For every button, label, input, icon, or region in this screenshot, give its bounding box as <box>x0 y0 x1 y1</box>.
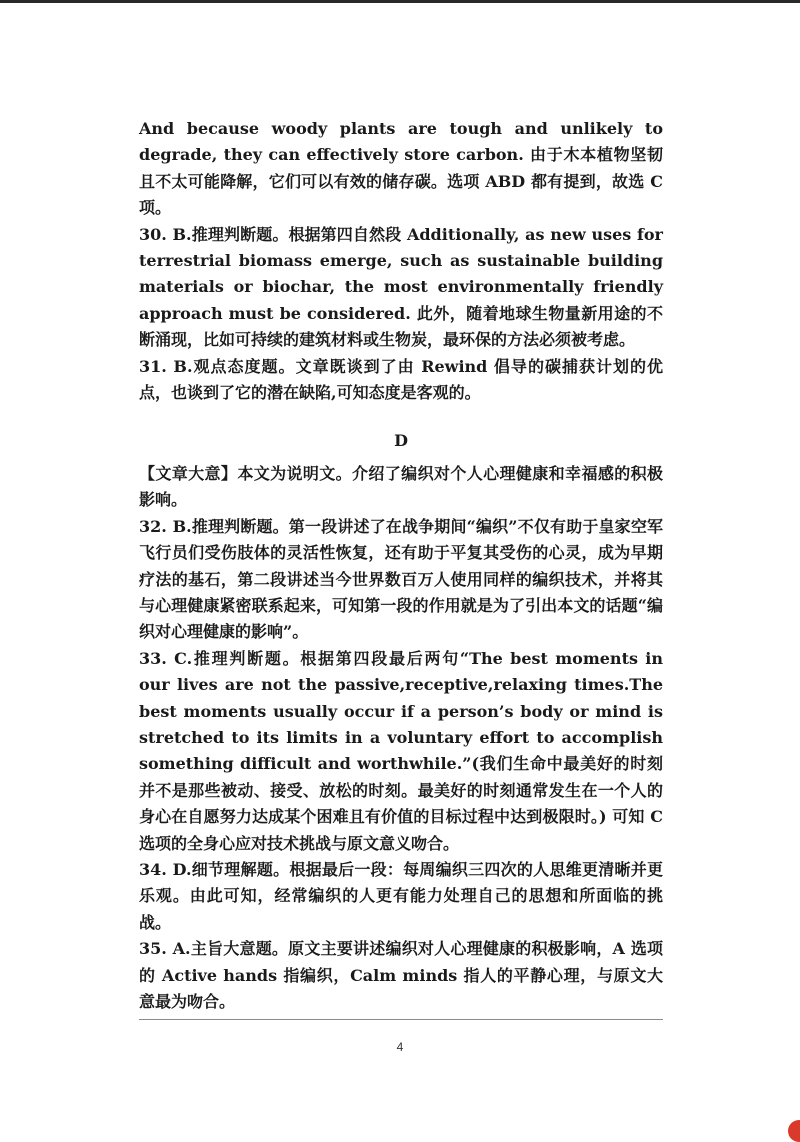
answer-33: 33. C.推理判断题。根据第四段最后两句“The best moments in our lives are not the passive,receptive,relaxing times.The best moments usually occur if a person’s body or mind is stretched to its limits in a voluntary effort to accomplish something difficult and worthwhile.”(我们生命中最美好的时刻并不是那些被动、接受、放松的时刻。最美好的时刻通常发生在一个人的身心在自愿努力达成某个困难且有价值的目标过程中达到极限时。) 可知 C 选项的全身心应对技术挑战与原文意义吻合。 <box>139 648 663 853</box>
paragraph-carbon-storage: And because woody plants are tough and unlikely to degrade, they can effectively store carbon. 由于木本植物坚韧且不太可能降解，它们可以有效的储存碳。选项 ABD 都有提到，故选 C 项。 <box>139 119 663 218</box>
section-heading-d: D <box>394 431 408 451</box>
top-border <box>0 0 800 3</box>
answer-34: 34. D.细节理解题。根据最后一段：每周编织三四次的人思维更清晰并更乐观。由此可知，经常编织的人更有能力处理自己的思想和所面临的挑战。 <box>139 859 663 932</box>
article-summary: 【文章大意】本文为说明文。介绍了编织对个人心理健康和幸福感的积极影响。 <box>139 463 663 510</box>
footer-divider <box>139 1019 663 1020</box>
page-body <box>139 116 663 1015</box>
answer-31: 31. B.观点态度题。文章既谈到了由 Rewind 倡导的碳捕获计划的优点，也谈到了它的潜在缺陷,可知态度是客观的。 <box>139 356 663 403</box>
corner-badge-icon <box>788 1120 800 1142</box>
answer-30: 30. B.推理判断题。根据第四自然段 Additionally, as new uses for terrestrial biomass emerge, such as sustainable building materials or biochar, the most environmentally friendly approach must be considered. 此外，随着地球生物量新用途的不断涌现，比如可持续的建筑材料或生物炭，最环保的方法必须被考虑。 <box>139 224 663 350</box>
answer-32: 32. B.推理判断题。第一段讲述了在战争期间“编织”不仅有助于皇家空军飞行员们受伤肢体的灵活性恢复，还有助于平复其受伤的心灵，成为早期疗法的基石，第二段讲述当今世界数百万人使用同样的编织技术，并将其与心理健康紧密联系起来，可知第一段的作用就是为了引出本文的话题“编织对心理健康的影响”。 <box>139 516 663 642</box>
answer-35: 35. A.主旨大意题。原文主要讲述编织对人心理健康的积极影响，A 选项的 Active hands 指编织，Calm minds 指人的平静心理，与原文大意最为吻合。 <box>139 939 663 1011</box>
page-number: 4 <box>396 1040 404 1054</box>
